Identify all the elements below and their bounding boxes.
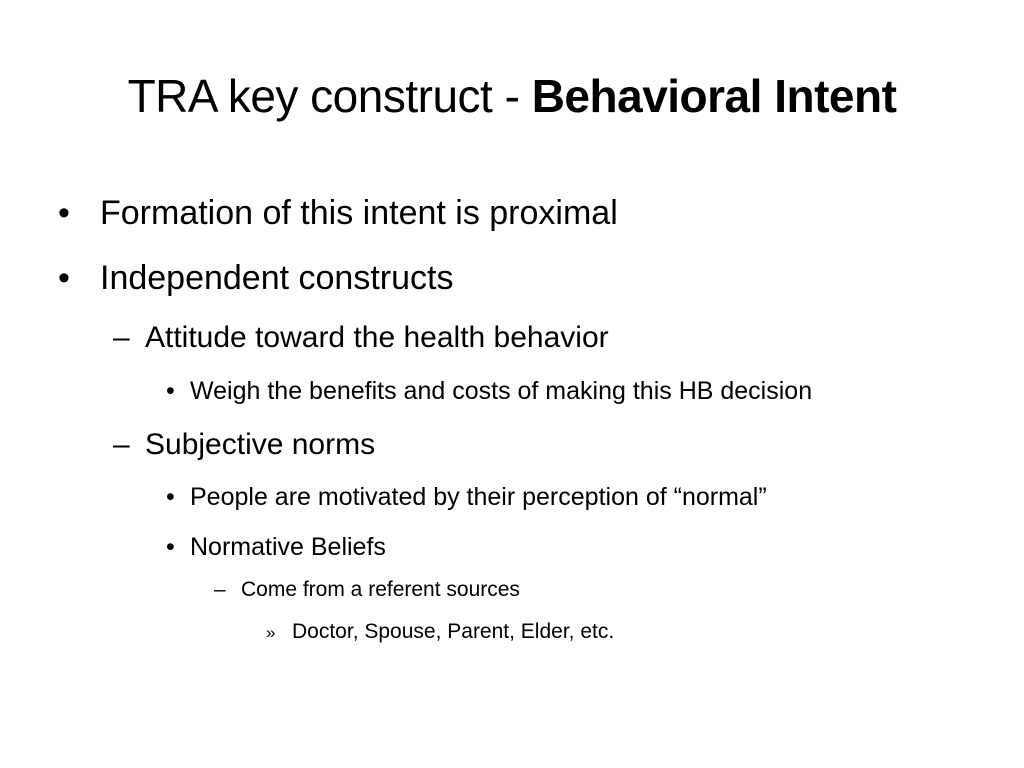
bullet-marker: • (58, 194, 70, 232)
bullet-marker: • (166, 533, 175, 561)
bullet-text: People are motivated by their perception of “normal” (190, 483, 767, 511)
slide-title (40, 66, 984, 126)
bullet-level3-perception-normal (166, 480, 767, 514)
bullet-marker: • (166, 483, 175, 511)
dash-marker: – (113, 428, 130, 461)
bullet-text: Attitude toward the health behavior (145, 321, 609, 354)
bullet-text: Formation of this intent is proximal (100, 194, 618, 232)
bullet-text: Independent constructs (100, 259, 454, 297)
bullet-text: Subjective norms (145, 428, 376, 461)
bullet-level3-weigh-benefits (166, 374, 812, 408)
bullet-level1-proximal (58, 191, 618, 235)
bullet-text: Normative Beliefs (190, 533, 386, 561)
bullet-level5-referent-examples (266, 617, 614, 648)
bullet-text: Doctor, Spouse, Parent, Elder, etc. (292, 620, 615, 643)
bullet-level1-independent-constructs (58, 256, 453, 300)
bullet-level2-attitude (113, 318, 609, 358)
bullet-level3-normative-beliefs (166, 530, 386, 564)
title-regular-text: TRA key construct - (127, 70, 532, 122)
bullet-text: Weigh the benefits and costs of making this HB decision (190, 377, 813, 405)
bullet-level2-subjective-norms (113, 425, 375, 465)
bullet-text: Come from a referent sources (241, 578, 520, 601)
bullet-level4-referent-sources (214, 575, 520, 605)
title-bold-text: Behavioral Intent (531, 70, 897, 122)
bullet-marker: • (58, 259, 70, 297)
raquo-marker: » (266, 623, 276, 642)
bullet-marker: • (166, 377, 175, 405)
dash-marker: – (214, 578, 226, 601)
dash-marker: – (113, 321, 130, 354)
